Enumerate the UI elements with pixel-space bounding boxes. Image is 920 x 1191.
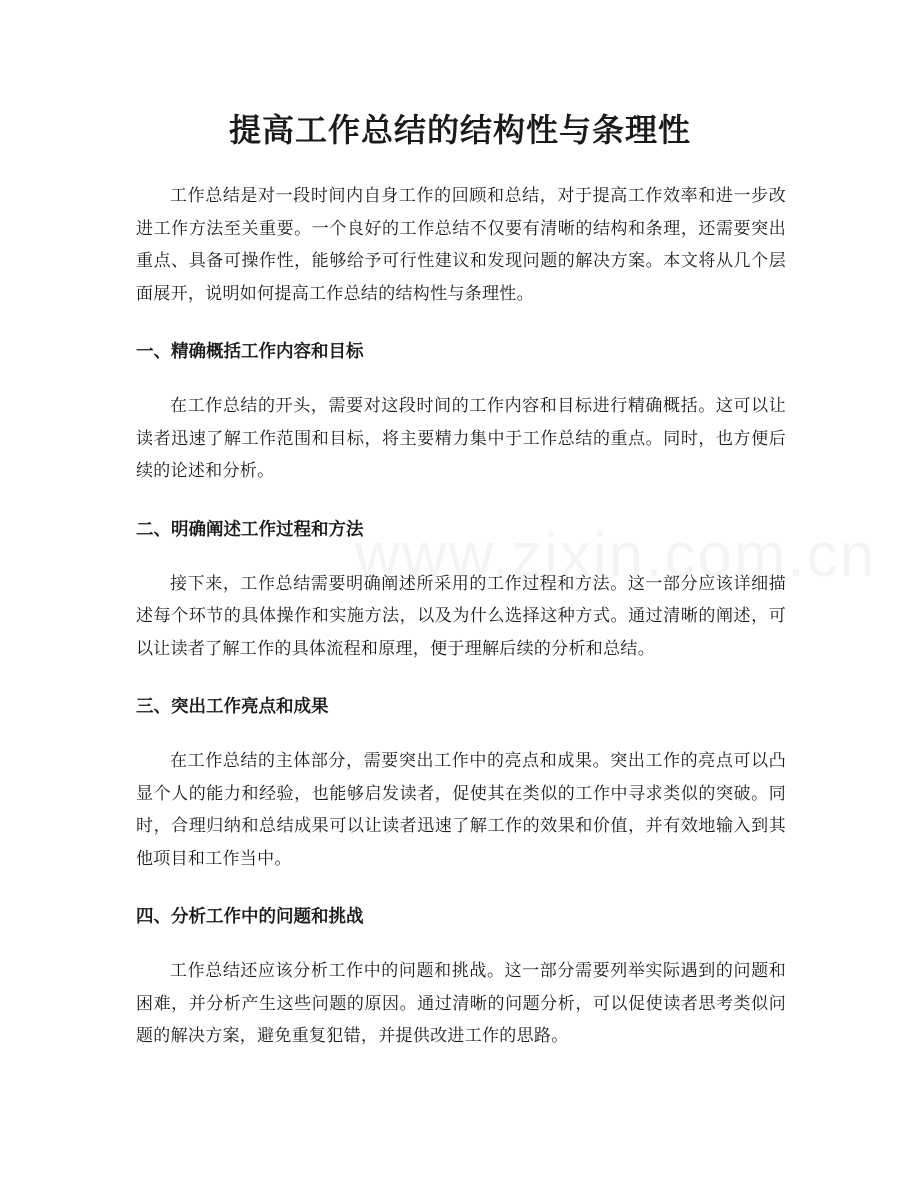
section-heading-3: 三、突出工作亮点和成果 [136,697,329,717]
document-body [136,180,786,1053]
section-paragraph-2: 接下来，工作总结需要明确阐述所采用的工作过程和方法。这一部分应该详细描述每个环节的具体操作和实施方法，以及为什么选择这种方式。通过清晰的阐述，可以让读者了解工作的具体流程和原理，便于理解后续的分析和总结。 [136,573,786,659]
section-paragraph-1: 在工作总结的开头，需要对这段时间的工作内容和目标进行精确概括。这可以让读者迅速了解工作范围和目标，将主要精力集中于工作总结的重点。同时，也方便后续的论述和分析。 [136,396,786,481]
section-heading-2: 二、明确阐述工作过程和方法 [136,519,364,540]
section-paragraph-3: 在工作总结的主体部分，需要突出工作中的亮点和成果。突出工作的亮点可以凸显个人的能力和经验，也能够启发读者，促使其在类似的工作中寻求类似的突破。同时，合理归纳和总结成果可以让读者迅速了解工作的效果和价值，并有效地输入到其他项目和工作当中。 [136,751,786,869]
page-title: 提高工作总结的结构性与条理性 [228,111,691,149]
section-heading-4: 四、分析工作中的问题和挑战 [136,907,364,927]
section-paragraph-4: 工作总结还应该分析工作中的问题和挑战。这一部分需要列举实际遇到的问题和困难，并分析产生这些问题的原因。通过清晰的问题分析，可以促使读者思考类似问题的解决方案，避免重复犯错，并提供改进工作的思路。 [136,961,786,1046]
section-heading-1: 一、精确概括工作内容和目标 [136,342,364,362]
intro-paragraph: 工作总结是对一段时间内自身工作的回顾和总结，对于提高工作效率和进一步改进工作方法至关重要。一个良好的工作总结不仅要有清晰的结构和条理，还需要突出重点、具备可操作性，能够给予可行性建议和发现问题的解决方案。本文将从几个层面展开，说明如何提高工作总结的结构性与条理性。 [136,186,786,304]
